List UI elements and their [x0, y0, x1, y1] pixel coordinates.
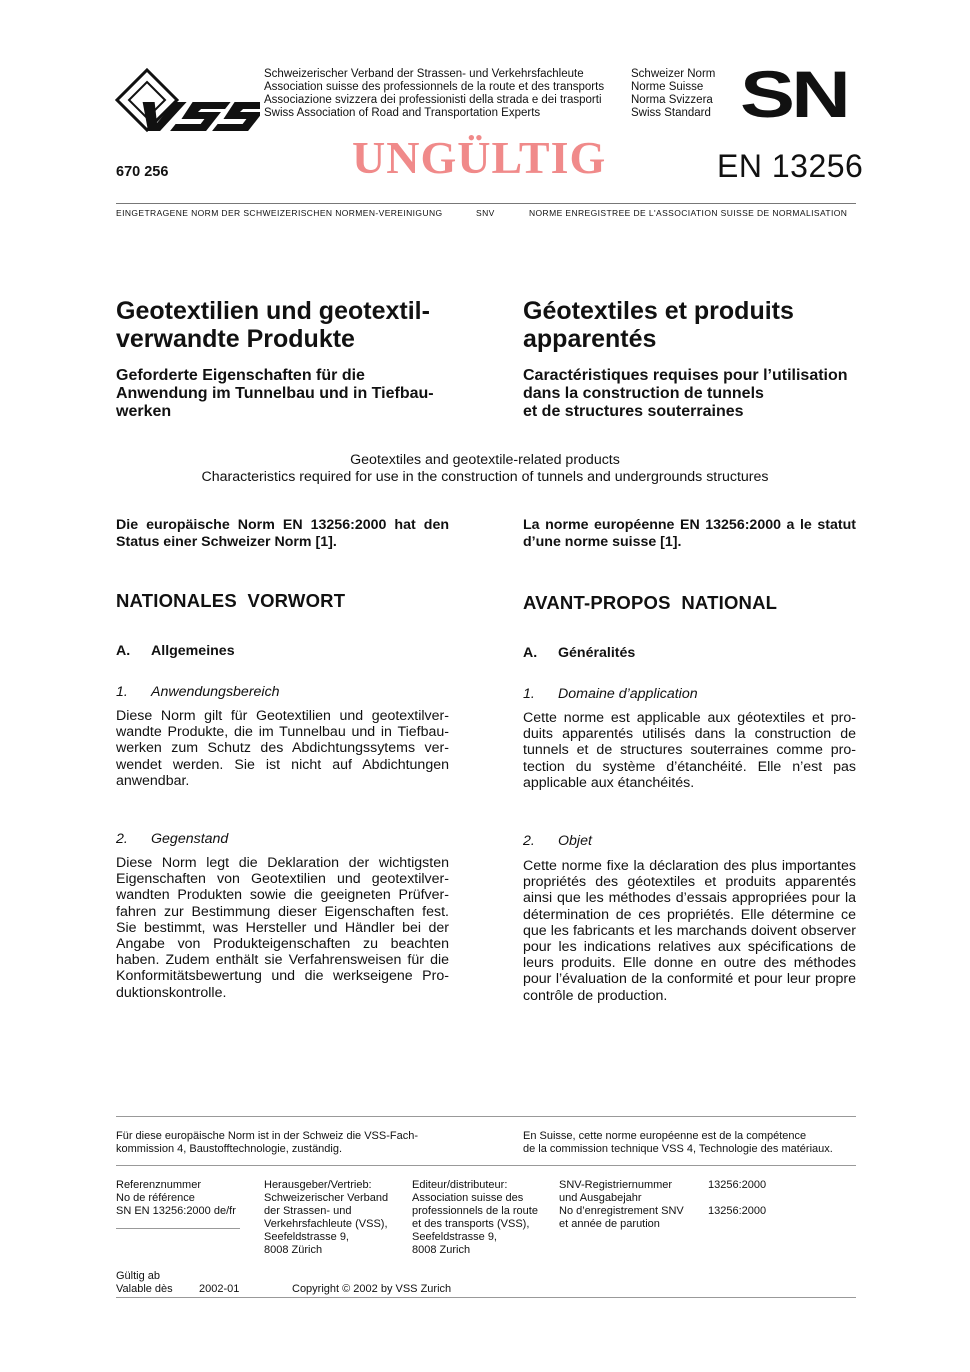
norm-label-line: Norma Svizzera	[631, 94, 713, 106]
registered-de: EINGETRAGENE NORM DER SCHWEIZERISCHEN NORMEN-VEREINIGUNG	[116, 208, 443, 218]
section-number: A.	[523, 645, 538, 661]
section-number: 2.	[523, 833, 535, 849]
status-de: Die europäische Norm EN 13256:2000 hat den Status einer Schweizer Norm [1].	[116, 517, 449, 550]
title-de	[116, 297, 430, 353]
subtitle-de	[116, 367, 434, 421]
snv-value-1: 13256:2000	[708, 1179, 767, 1191]
reference-line: No de référence	[116, 1192, 195, 1204]
snv-line: No d’enregistrement SNV	[559, 1205, 684, 1217]
section-2-fr	[523, 833, 592, 849]
vss-logo-graphic	[115, 68, 260, 136]
publisher-line: Association suisse des	[412, 1192, 524, 1204]
section-2-text-fr: Cette norme fixe la déclaration des plus importantes propriétés des géotextiles et produits apparentés ainsi que les méthodes d’essais appropriées pour la détermination de ces propriétés. Elle détermine ce que les fabricants et les marchands doivent observer pour les indications relatives aux spécifications de leurs produits. Elle donne en outre des méthodes pour l’évaluation de la conformité et pour leur propre contrôle de production.	[523, 858, 856, 1004]
competence-line: de la commission technique VSS 4, Technologie des matériaux.	[523, 1143, 833, 1155]
standard-number: EN 13256	[717, 148, 864, 184]
title-line: Geotextilien und geotextil-	[116, 297, 430, 325]
registered-fr: NORME ENREGISTREE DE L'ASSOCIATION SUISSE DE NORMALISATION	[529, 208, 848, 218]
section-title: Généralités	[558, 645, 636, 661]
subtitle-fr	[523, 367, 848, 421]
title-line: verwandte Produkte	[116, 325, 355, 353]
foreword-heading-de: NATIONALES VORWORT	[116, 590, 346, 611]
norm-label-line: Schweizer Norm	[631, 68, 716, 80]
status-fr: La norme européenne EN 13256:2000 a le statut d’une norme suisse [1].	[523, 517, 856, 550]
norm-label	[631, 68, 715, 120]
section-number: 1.	[116, 684, 128, 700]
foreword-heading-fr: AVANT-PROPOS NATIONAL	[523, 592, 778, 613]
competence-fr	[523, 1130, 833, 1156]
publisher-line: Seefeldstrasse 9,	[412, 1231, 497, 1243]
section-a-fr	[523, 645, 635, 661]
snv-line: und Ausgabejahr	[559, 1192, 642, 1204]
section-title: Anwendungsbereich	[151, 684, 280, 700]
publisher-line: Schweizerischer Verband	[264, 1192, 389, 1204]
section-1-text-fr: Cette norme est applicable aux géotextiles et produits apparentés utilisés dans la construction de tunnels et de structures souterraines comme protection du système d’étanchéité. Elle n’est pas applicable aux étanchéités.	[523, 710, 856, 791]
publisher-de	[264, 1179, 388, 1257]
footer-rule-mid	[116, 1165, 856, 1166]
publisher-line: Herausgeber/Vertrieb:	[264, 1179, 372, 1191]
section-a-de	[116, 643, 235, 659]
publisher-line: 8008 Zurich	[412, 1244, 471, 1256]
section-number: A.	[116, 643, 131, 659]
competence-line: Für diese europäische Norm ist in der Schweiz die VSS-Fach-	[116, 1130, 419, 1142]
subtitle-line: Caractéristiques requises pour l’utilisation	[523, 367, 848, 384]
publisher-line: 8008 Zürich	[264, 1244, 323, 1256]
section-2-de	[116, 831, 228, 847]
association-line: Swiss Association of Road and Transportation Experts	[264, 107, 541, 119]
sn-logo: SN	[740, 57, 848, 131]
association-line: Schweizerischer Verband der Strassen- und Verkehrsfachleute	[264, 68, 584, 80]
copyright: Copyright © 2002 by VSS Zurich	[292, 1283, 452, 1295]
header-rule	[116, 203, 856, 204]
association-line: Associazione svizzera dei professionisti della strada e dei trasporti	[264, 94, 602, 106]
valid-label-fr: Valable dès	[116, 1283, 173, 1295]
competence-line: En Suisse, cette norme européenne est de la compétence	[523, 1130, 807, 1142]
section-1-de	[116, 684, 280, 700]
publisher-line: Editeur/distributeur:	[412, 1179, 508, 1191]
section-title: Objet	[558, 833, 592, 849]
footer-rule-top	[116, 1116, 856, 1117]
reference-block	[116, 1179, 236, 1218]
footer-rule-bottom	[116, 1297, 856, 1298]
subtitle-line: werken	[116, 403, 172, 420]
reference-line: SN EN 13256:2000 de/fr	[116, 1205, 236, 1217]
norm-label-line: Swiss Standard	[631, 107, 711, 119]
publisher-line: Verkehrsfachleute (VSS),	[264, 1218, 388, 1230]
section-number: 1.	[523, 686, 535, 702]
snv-line: SNV-Registriernummer	[559, 1179, 673, 1191]
valid-date: 2002-01	[199, 1283, 240, 1295]
section-title: Domaine d’application	[558, 686, 698, 702]
association-names	[264, 68, 604, 120]
section-1-text-de: Diese Norm gilt für Geotextilien und geotextilverwandte Produkte, die im Tunnelbau und in Tiefbauwerken zum Schutz des Abdichtungssytems verwendet werden. Sie ist nicht auf Abdichtungen anwendbar.	[116, 708, 449, 789]
registered-snv: SNV	[476, 208, 495, 218]
publisher-line: Seefeldstrasse 9,	[264, 1231, 349, 1243]
reference-number: 670 256	[116, 164, 169, 180]
reference-line: Referenznummer	[116, 1179, 201, 1191]
norm-label-line: Norme Suisse	[631, 81, 704, 93]
snv-registration	[559, 1179, 684, 1231]
reference-rule	[116, 1228, 240, 1229]
valid-label-de: Gültig ab	[116, 1270, 161, 1282]
subtitle-line: et de structures souterraines	[523, 403, 744, 420]
association-line: Association suisse des professionnels de la route et des transports	[264, 81, 605, 93]
title-line: Géotextiles et produits	[523, 297, 794, 325]
subtitle-line: Geforderte Eigenschaften für die	[116, 367, 365, 384]
vss-logo	[115, 68, 260, 136]
section-title: Gegenstand	[151, 831, 229, 847]
snv-value-2: 13256:2000	[708, 1205, 767, 1217]
publisher-fr	[412, 1179, 538, 1257]
publisher-line: der Strassen- und	[264, 1205, 352, 1217]
section-title: Allgemeines	[151, 643, 235, 659]
publisher-line: et des transports (VSS),	[412, 1218, 530, 1230]
title-line: apparentés	[523, 325, 657, 353]
section-1-fr	[523, 686, 698, 702]
snv-line: et année de parution	[559, 1218, 660, 1230]
section-number: 2.	[116, 831, 128, 847]
competence-line: kommission 4, Baustofftechnologie, zuständig.	[116, 1143, 343, 1155]
subtitle-line: dans la construction de tunnels	[523, 385, 764, 402]
title-en: Geotextiles and geotextile-related products	[350, 452, 620, 468]
publisher-line: professionnels de la route	[412, 1205, 538, 1217]
section-2-text-de: Diese Norm legt die Deklaration der wichtigsten Eigenschaften von Geotextilien und geotextilverwandten Produkten sowie die geeigneten Prüfverfahren zur Bestimmung dieser Eigenschaften fest. Sie bestimmt, was Hersteller und Händler bei der Angabe von Produkteigenschaften zu beachten haben. Zudem enthält sie Verfahrensweisen für die Konformitätsbewertung und die werkseigene Produktionskontrolle.	[116, 855, 449, 1001]
subtitle-en: Characteristics required for use in the construction of tunnels and undergrounds structures	[201, 469, 769, 485]
subtitle-line: Anwendung im Tunnelbau und in Tiefbau-	[116, 385, 434, 402]
invalid-stamp: UNGÜLTIG	[352, 132, 607, 183]
title-fr	[523, 297, 794, 353]
competence-de	[116, 1130, 418, 1156]
